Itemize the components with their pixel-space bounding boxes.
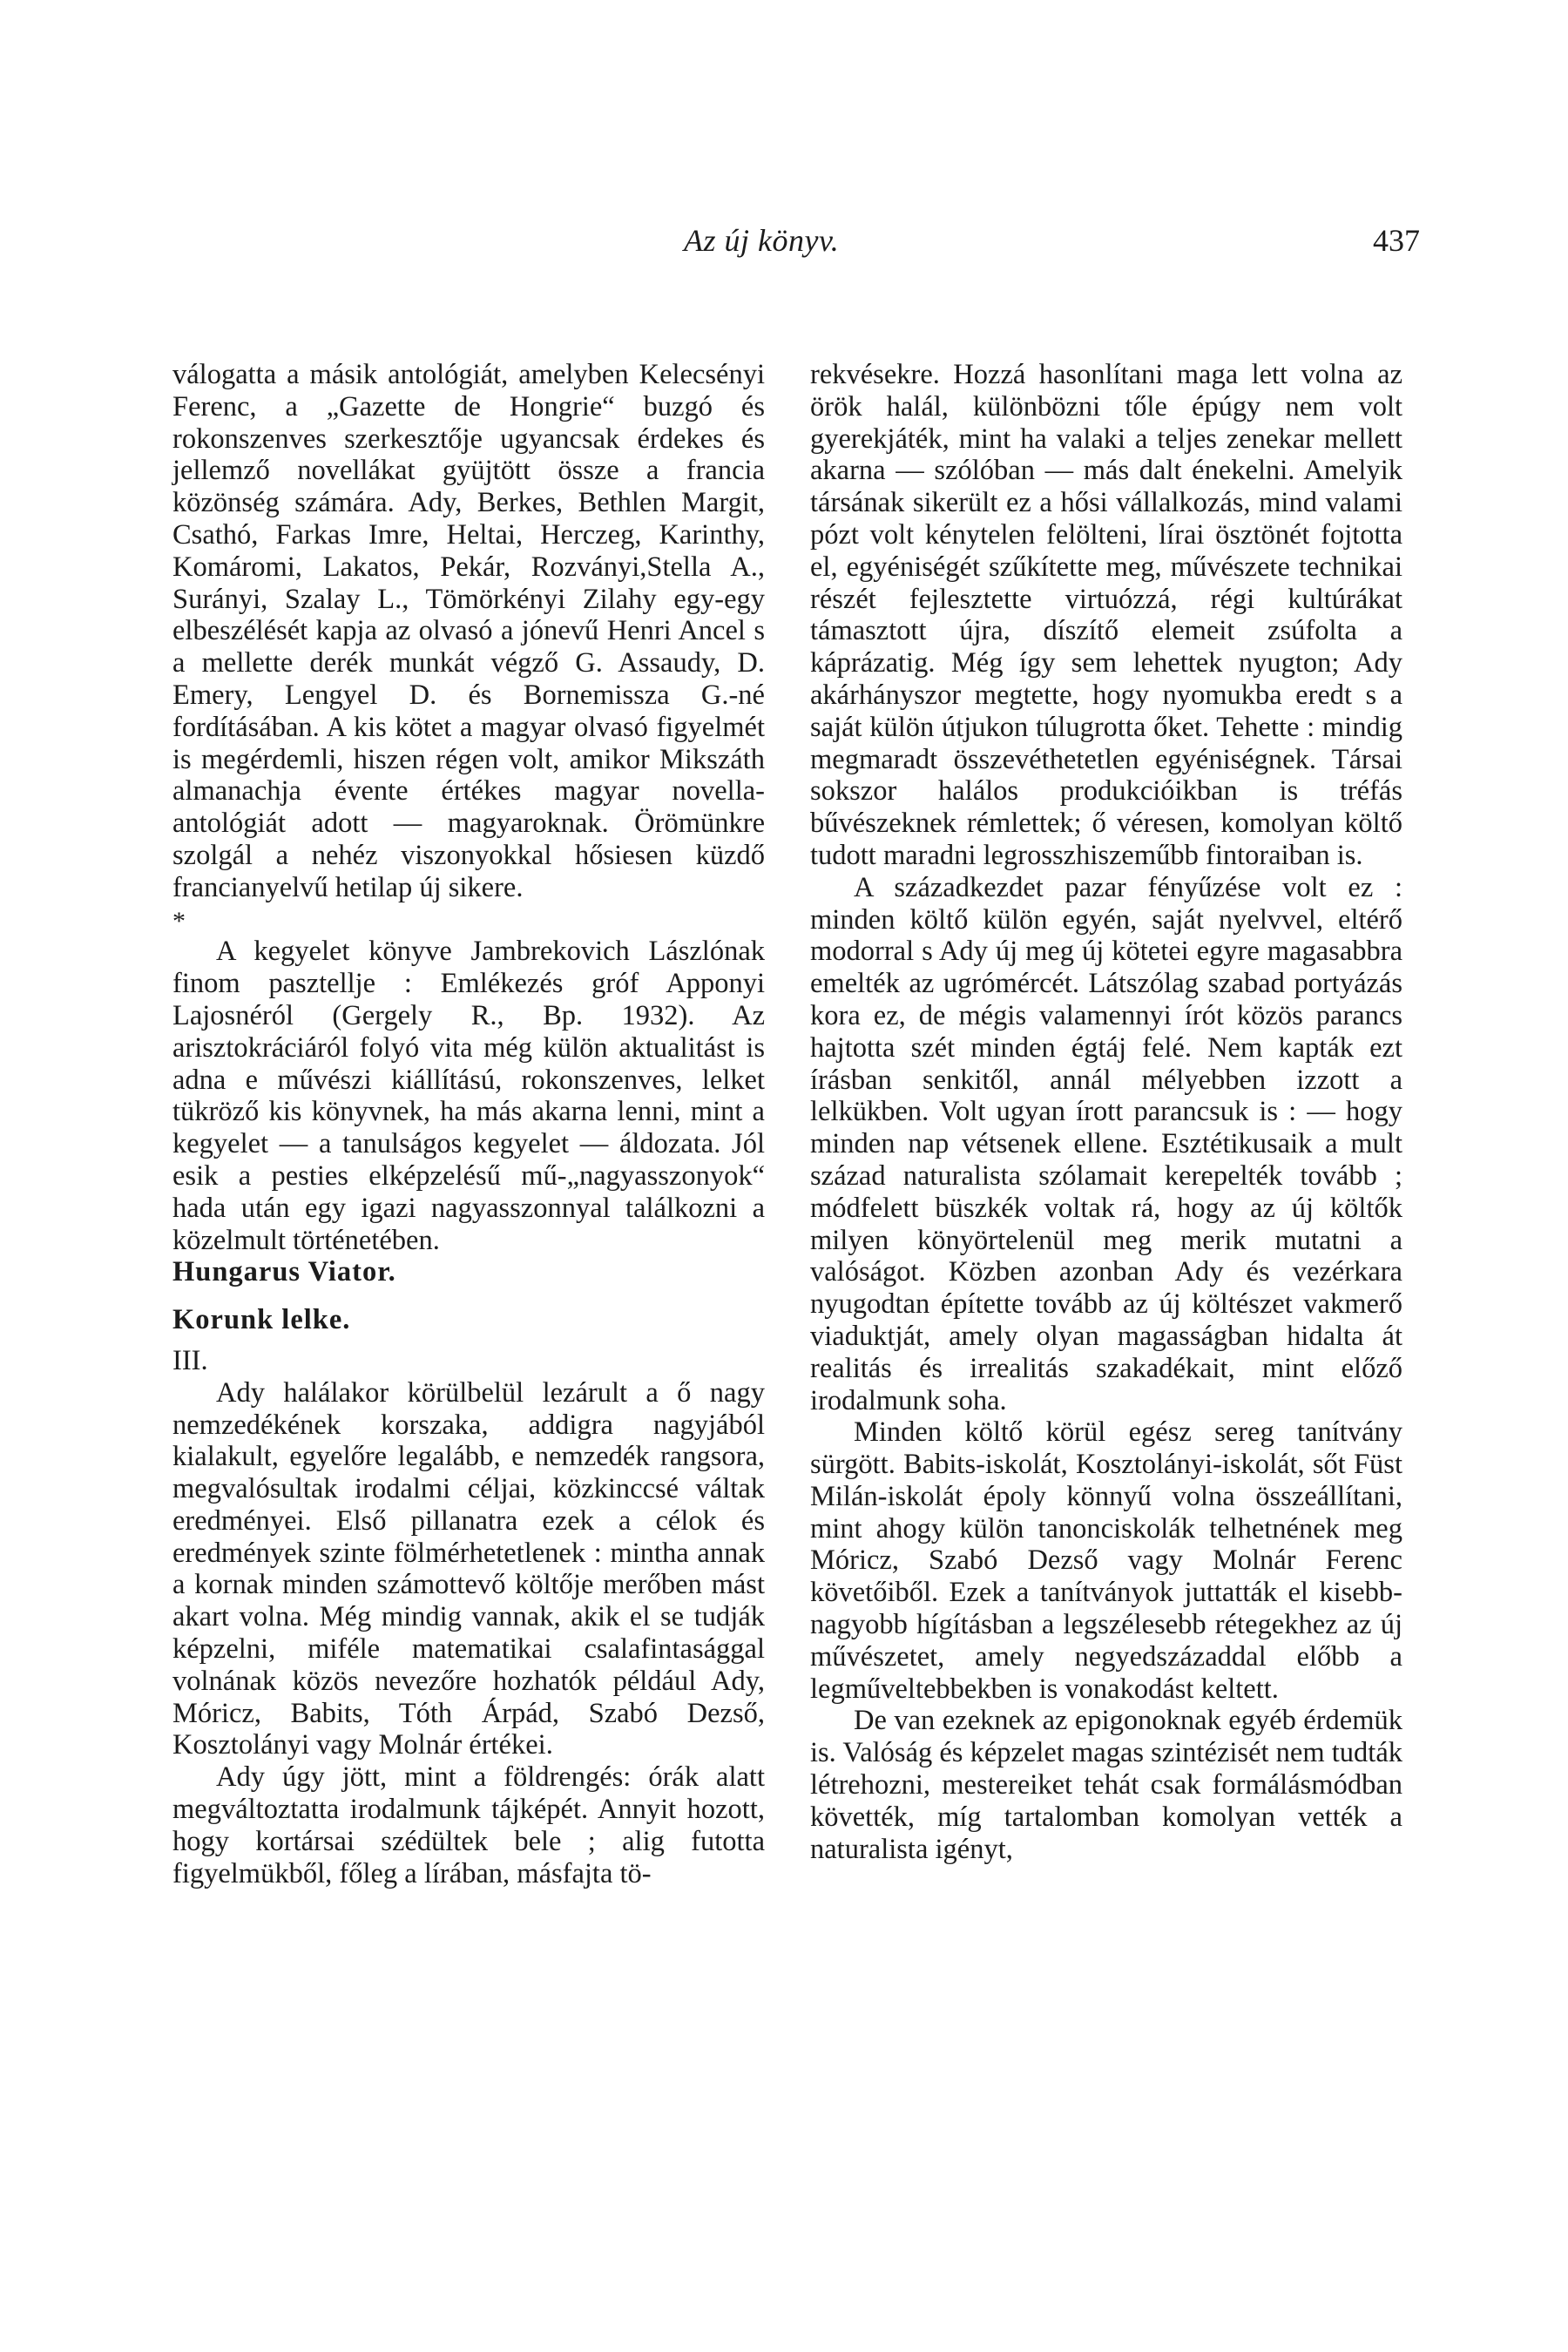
section-separator: * — [172, 906, 186, 936]
left-paragraph-4: Ady úgy jött, mint a földrengés: órák alatt megváltoztatta irodalmunk tájképét. Annyit hozott, hogy kortársai szédültek bele ; alig futotta figyelmükből, főleg a lírában, másfajta tö- — [172, 1761, 765, 1889]
running-title: Az új könyv. — [684, 223, 840, 258]
right-paragraph-1: rekvésekre. Hozzá hasonlítani maga lett volna az örök halál, különbözni tőle épúgy nem volt gyerekjáték, mint ha valaki a teljes zenekar mellett akarna — szólóban — más dalt énekelni. Amelyik társának sikerült ez a hősi vállalkozás, mind valami pózt volt kénytelen felölteni, lírai ösztönét fojtotta el, egyéniségét szűkítette meg, művészete technikai részét fejlesztette virtuózzá, régi kultúrákat támasztott újra, díszítő elemeit zsúfolta a káprázatig. Még így sem lehettek nyugton; Ady akárhányszor megtette, hogy nyomukba eredt s a saját külön útjukon túlugrotta őket. Tehette : mindig megmaradt összevéthetetlen egyéniségnek. Társai sokszor halálos produkcióikban is tréfás bűvészeknek rémlettek; ő véresen, komolyan költő tudott maradni legrosszhiszeműbb fintoraiban is. — [810, 359, 1402, 871]
right-column — [810, 359, 1402, 1865]
author-signature: Hungarus Viator. — [172, 1256, 396, 1288]
article-part-number: III. — [172, 1344, 208, 1376]
left-column — [172, 359, 765, 1889]
right-paragraph-2: A századkezdet pazar fényűzése volt ez : minden költő külön egyén, saját nyelvvel, eltérő modorral s Ady új meg új kötetei egyre magasabbra emelték az ugrómércét. Látszólag szabad portyázás kora ez, de mégis valamennyi írót közös parancs hajtotta szét minden égtáj felé. Nem kapták ezt írásban senkitől, annál mélyebben izzott a lelkükben. Volt ugyan írott parancsuk is : — hogy minden nap vétsenek ellene. Esztétikusaik a mult század naturalista szólamait kerepelték tovább ; módfelett büszkék voltak rá, hogy az új költők milyen könyörtelenül meg merik mutatni a valóságot. Közben azonban Ady és vezérkara nyugodtan építette tovább az új költészet vakmerő viaduktját, amely olyan magasságban hidalta át realitás és irrealitás szakadékait, mint előző irodalmunk soha. — [810, 871, 1402, 1416]
page-number: 437 — [1373, 223, 1420, 258]
right-paragraph-3: Minden költő körül egész sereg tanítvány sürgött. Babits-iskolát, Kosztolányi-iskolát, sőt Füst Milán-iskolát époly könnyű volna összeállítani, mint ahogy külön tanonciskolák telhetnének meg Móricz, Szabó Dezső vagy Molnár Ferenc követőiből. Ezek a tanítványok juttatták el kisebb-nagyobb hígításban a legszélesebb rétegekhez az új művészetet, amely negyedszázaddal előbb a legműveltebbekben is vonakodást keltett. — [810, 1416, 1402, 1705]
left-paragraph-3: Ady halálakor körülbelül lezárult a ő nagy nemzedékének korszaka, addigra nagyjából kialakult, egyelőre legalább, e nemzedék rangsora, megvalósultak irodalmi céljai, közkinccsé váltak eredményei. Első pillanatra ezek a célok és eredmények szinte fölmérhetetlenek : mintha annak a kornak minden számottevő költője merőben mást akart volna. Még mindig vannak, akik el se tudják képzelni, miféle matematikai csalafintasággal volnának közös nevezőre hozhatók például Ady, Móricz, Babits, Tóth Árpád, Szabó Dezső, Kosztolányi vagy Molnár értékei. — [172, 1376, 765, 1761]
right-paragraph-4: De van ezeknek az epigonoknak egyéb érdemük is. Valóság és képzelet magas szintézisét nem tudták létrehozni, mestereiket tehát csak formálásmódban követték, míg tartalomban komolyan vették a naturalista igényt, — [810, 1705, 1402, 1865]
article-title: Korunk lelke. — [172, 1304, 351, 1336]
left-paragraph-1: válogatta a másik antológiát, amelyben Kelecsényi Ferenc, a „Gazette de Hongrie“ buzgó és rokonszenves szerkesztője ugyancsak érdekes és jellemző novellákat gyüjtött össze a francia közönség számára. Ady, Berkes, Bethlen Margit, Csathó, Farkas Imre, Heltai, Herczeg, Karinthy, Komáromi, Lakatos, Pekár, Rozványi,Stella A., Surányi, Szalay L., Tömörkényi Zilahy egy-egy elbeszélését kapja az olvasó a jónevű Henri Ancel s a mellette derék munkát végző G. Assaudy, D. Emery, Lengyel D. és Bornemissza G.-né fordításában. A kis kötet a magyar olvasó figyelmét is megérdemli, hiszen régen volt, amikor Mikszáth almanachja évente értékes magyar novella-antológiát adott — magyaroknak. Örömünkre szolgál a nehéz viszonyokkal hősiesen küzdő francianyelvű hetilap új sikere. — [172, 359, 765, 903]
left-paragraph-2: A kegyelet könyve Jambrekovich Lászlónak finom pasztellje : Emlékezés gróf Apponyi Lajosnéról (Gergely R., Bp. 1932). Az arisztokráciáról folyó vita még külön aktualitást is adna e művészi kiállítású, rokonszenves, lelket tükröző kis könyvnek, ha más akarna lenni, mint a kegyelet — a tanulságos kegyelet — áldozata. Jól esik a pesties elképzelésű mű-„nagyasszonyok“ hada után egy igazi nagyasszonnyal találkozni a közelmult történetében. — [172, 936, 765, 1256]
page-header — [166, 222, 1420, 274]
